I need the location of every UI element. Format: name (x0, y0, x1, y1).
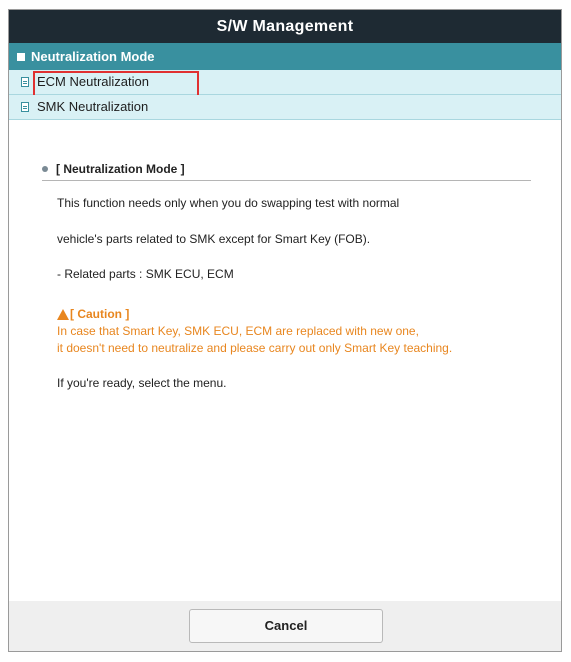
neutralization-mode-header (9, 43, 561, 70)
dialog-footer (9, 601, 561, 651)
section-title-text: [ Neutralization Mode ] (56, 162, 185, 176)
menu-item-ecm-neutralization[interactable] (9, 70, 561, 95)
related-parts-text: - Related parts : SMK ECU, ECM (57, 267, 234, 281)
square-bullet-icon (17, 53, 25, 61)
cancel-button[interactable]: Cancel (189, 609, 383, 643)
sw-management-window (8, 9, 562, 652)
mode-header-label: Neutralization Mode (31, 49, 155, 64)
caution-line-2: it doesn't need to neutralize and please carry out only Smart Key teaching. (57, 341, 453, 355)
menu-item-smk-neutralization[interactable] (9, 95, 561, 120)
ready-instruction: If you're ready, select the menu. (57, 376, 227, 390)
bullet-icon (42, 166, 48, 172)
description-line-2: vehicle's parts related to SMK except for Smart Key (FOB). (57, 232, 371, 246)
description-line-1: This function needs only when you do swapping test with normal (57, 196, 400, 210)
document-icon (21, 102, 29, 112)
menu-item-label: ECM Neutralization (37, 74, 149, 89)
caution-title-text: [ Caution ] (70, 307, 130, 321)
caution-line-1: In case that Smart Key, SMK ECU, ECM are replaced with new one, (57, 324, 419, 338)
section-title (42, 158, 531, 181)
warning-icon (57, 309, 69, 320)
document-icon (21, 77, 29, 87)
menu-item-label: SMK Neutralization (37, 99, 149, 114)
window-title: S/W Management (9, 10, 561, 43)
description-panel (9, 129, 561, 601)
caution-title (57, 307, 129, 321)
